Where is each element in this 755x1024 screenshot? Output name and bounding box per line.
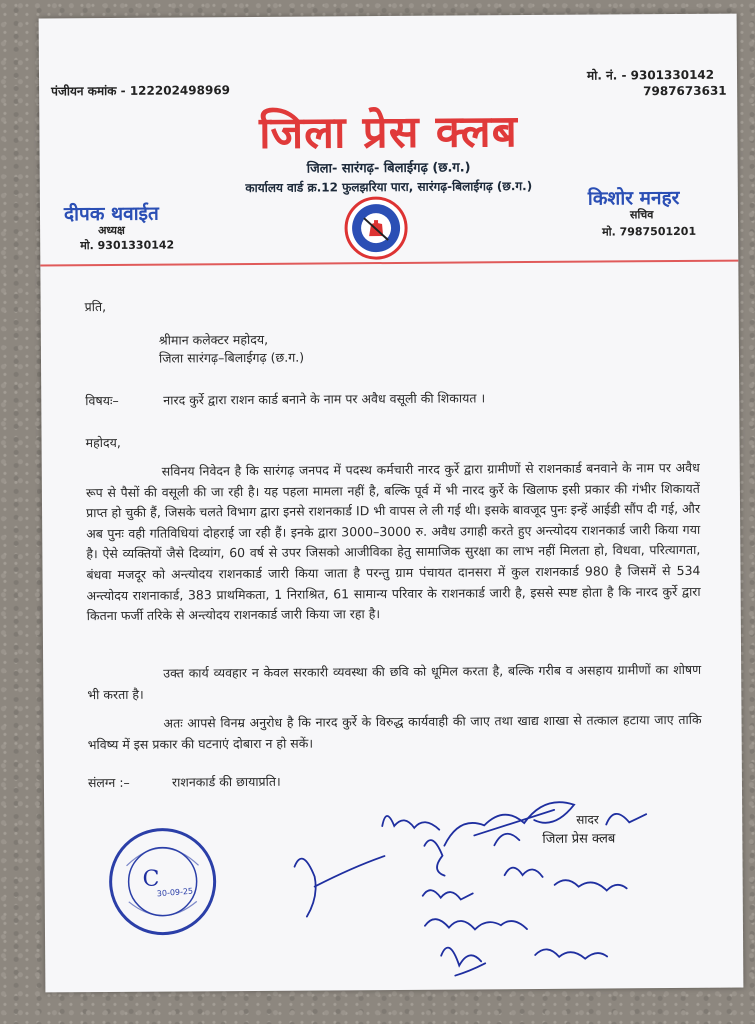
club-logo: [344, 196, 408, 260]
club-title: जिला प्रेस क्लब: [258, 106, 518, 159]
office-address: कार्यालय वार्ड क्र.12 फुलझरिया पारा, सारंगढ़-बिलाईगढ़ (छ.ग.): [245, 179, 533, 196]
official-stamp: [106, 825, 219, 938]
salutation: महोदय,: [85, 434, 121, 451]
secretary-mobile: मो. 7987501201: [602, 224, 697, 239]
stamp-date: 30-09-25: [156, 886, 194, 899]
subject-text: नारद कुर्रे द्वारा राशन कार्ड बनाने के नाम पर अवैध वसूली की शिकायत ।: [163, 390, 486, 408]
body-paragraph-2: उक्त कार्य व्यवहार न केवल सरकारी व्यवस्था की छवि को धूमिल करता है, बल्कि गरीब व असहाय ग्रामीणों का शोषण भी करता है।: [87, 661, 702, 702]
president-designation: अध्यक्ष: [98, 223, 125, 238]
header-divider: [40, 260, 738, 267]
svg-text:C: C: [142, 866, 160, 892]
recipient-line-2: जिला सारंगढ़–बिलाईगढ़ (छ.ग.): [158, 349, 305, 366]
secretary-designation: सचिव: [629, 208, 654, 222]
signatures-area: [254, 734, 736, 987]
subject-label: विषयः–: [85, 392, 119, 409]
enclosure-label: संलग्न :–: [87, 774, 130, 791]
closing-sadar: सादर: [576, 812, 599, 827]
secretary-name: किशोर मनहर: [587, 186, 680, 210]
president-mobile: मो. 9301330142: [80, 238, 175, 253]
closing-sender: जिला प्रेस क्लब: [542, 831, 616, 847]
recipient-prefix: प्रति,: [84, 298, 107, 315]
enclosure-text: राशनकार्ड की छायाप्रति।: [171, 773, 281, 790]
president-name: दीपक थवाईत: [63, 202, 159, 226]
contact-mobile-1: मो. नं. - 9301330142: [586, 67, 715, 83]
registration-number: पंजीयन कमांक - 122202498969: [51, 83, 231, 99]
contact-mobile-2: 7987673631: [643, 83, 727, 99]
body-paragraph-1: सविनय निवेदन है कि सारंगढ़ जनपद में पदस्थ कर्मचारी नारद कुर्रे द्वारा ग्रामीणों से राशनकार्ड बनवाने के नाम पर अवैध रूप से पैसों की वसूली की जा रही है। यह पहला मामला नहीं है, बल्कि पूर्व में भी नारद कुर्रे के खिलाफ इसी प्रकार की गंभीर शिकायतें प्राप्त हो चुकी हैं, जिसके चलते विभाग द्वारा इनसे राशनकार्ड ID भी वापस ले ली गई थी। इसके बावजूद पुनः इन्हें आईडी सौंप दी गई, और अब पुनः वही गतिविधियां दोहराई जा रही हैं। इनके द्वारा 3000–3000 रु. अवैध उगाही करते हुए अन्त्योदय राशनकार्ड जारी किया गया है। ऐसे व्यक्तियों जैसे दिव्यांग, 60 वर्ष से उपर जिसको आजीविका हेतु सामाजिक सुरक्षा का लाभ नहीं मिलता हो, विधवा, परित्यागता, बंधवा मजदूर को अन्त्योदय राशनकार्ड जारी किया जाता है परन्तु ग्राम पंचायत दानसरा में कुल राशनकार्ड 980 है जिसमें से 534 अन्त्योदय राशनाकार्ड, 383 प्राथमिकता, 1 निराश्रित, 61 सामान्य परिवार के राशनकार्ड जारी है, इससे स्पष्ट होता है कि नारद कुर्रे द्वारा कितना फर्जी तरिके से अन्त्योदय राशनकार्ड जारी किया जा रहा है।: [85, 459, 701, 624]
recipient-line-1: श्रीमान कलेक्टर महोदय,: [158, 331, 269, 348]
letter-paper: [39, 14, 744, 993]
district-line: जिला- सारंगढ़- बिलाईगढ़ (छ.ग.): [306, 160, 471, 177]
body-paragraph-3: अतः आपसे विनम्र अनुरोध है कि नारद कुर्रे के विरुद्ध कार्यवाही की जाए तथा खाद्य शाखा से तत्काल हटाया जाए ताकि भविष्य में इस प्रकार की घटनाएं दोबारा न हो सकें।: [87, 711, 702, 752]
